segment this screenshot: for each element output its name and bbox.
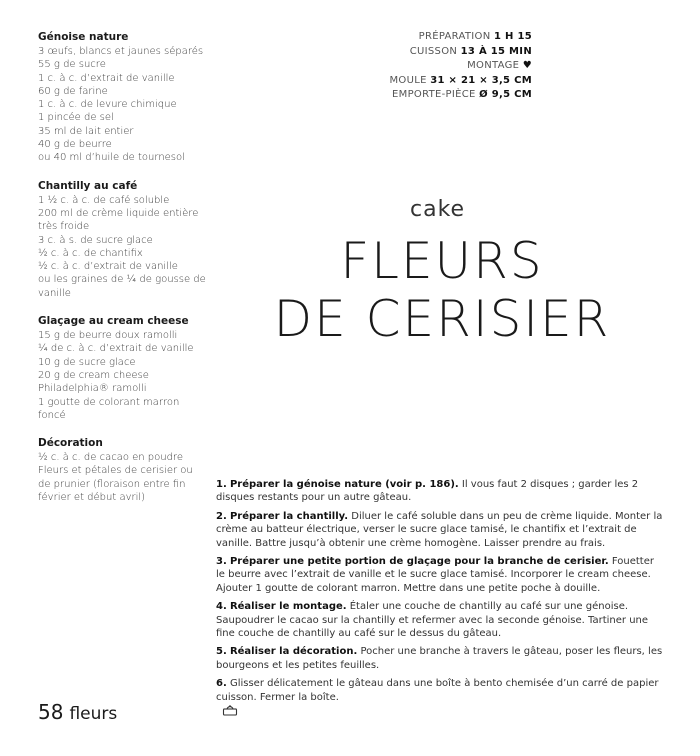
ingredient-item: 10 g de sucre glace — [38, 356, 136, 368]
step-number: 2. — [216, 510, 227, 522]
page-number: 58 — [38, 700, 64, 724]
step-number: 6. — [216, 678, 227, 690]
step-text: Pocher une branche à travers le gâteau, poser les fleurs, les bourgeons et les petites feuilles. — [216, 646, 663, 671]
step-lead: Préparer une petite portion de glaçage pour la branche de cerisier. — [229, 556, 609, 568]
recipe-steps — [216, 478, 666, 709]
step-number: 1. — [216, 479, 227, 490]
ingredient-item: 20 g de cream cheese Philadelphia® ramolli — [38, 369, 149, 395]
recipe-category: cake — [410, 197, 466, 222]
meta-value: 13 À 15 MIN — [460, 45, 532, 57]
step-lead: Réaliser le montage. — [229, 601, 347, 613]
step-number: 5. — [216, 646, 227, 658]
chapter-name: fleurs — [69, 704, 118, 724]
ingredient-item: 1 pincée de sel — [38, 112, 114, 124]
ingredient-section-decoration — [38, 436, 208, 504]
ingredient-section-genoise — [38, 30, 208, 165]
ingredient-item: 1 ½ c. à c. de café soluble — [38, 194, 170, 206]
ingredient-item: ou les graines de ¼ de gousse de vanille — [38, 274, 206, 299]
ingredient-item: ½ c. à c. de cacao en poudre — [38, 452, 183, 464]
step-text: Fouetter le beurre avec l’extrait de vanille et le sucre glace tamisé. Incorporer le cream cheese. Ajouter 1 goutte de colorant marron. Mettre dans une petite poche à douille. — [216, 556, 654, 594]
section-title: Chantilly au café — [38, 179, 138, 192]
section-title: Génoise nature — [38, 31, 129, 43]
step-3 — [216, 555, 666, 595]
ingredient-item: 1 c. à c. de levure chimique — [38, 99, 177, 111]
recipe-title — [262, 232, 622, 348]
ingredient-item: 1 c. à c. d’extrait de vanille — [38, 72, 175, 84]
ingredient-item: Fleurs et pétales de cerisier ou de prunier (floraison entre fin février et début avril) — [38, 465, 193, 504]
step-6 — [216, 677, 666, 704]
step-4 — [216, 600, 666, 640]
ingredient-item: 200 ml de crème liquide entière très froide — [38, 207, 199, 233]
step-2 — [216, 510, 666, 550]
ingredient-item: ½ c. à c. d’extrait de vanille — [38, 261, 178, 273]
ingredient-item: 40 g de beurre — [38, 139, 112, 151]
ingredient-item: 55 g de sucre — [38, 59, 106, 71]
step-lead: Réaliser la décoration. — [229, 646, 358, 658]
meta-row-emporte-piece — [360, 88, 532, 103]
recipe-meta — [360, 30, 532, 103]
ingredient-section-chantilly — [38, 179, 208, 300]
ingredient-item: 3 c. à s. de sucre glace — [38, 234, 153, 246]
meta-value: Ø 9,5 CM — [479, 89, 532, 100]
section-title: Décoration — [38, 437, 103, 450]
ingredient-item: ou 40 ml d’huile de tournesol — [38, 152, 185, 164]
ingredient-item: 3 œufs, blancs et jaunes séparés — [38, 46, 204, 57]
meta-row-montage — [360, 59, 532, 74]
meta-label: PRÉPARATION — [418, 31, 491, 42]
step-1 — [216, 478, 666, 505]
title-line-1: FLEURS — [340, 232, 544, 290]
section-title: Glaçage au cream cheese — [38, 315, 189, 328]
title-line-2: DE CERISIER — [273, 290, 611, 348]
step-text: Étaler une couche de chantilly au café sur une génoise. Saupoudrer le cacao sur la chantilly et refermer avec la seconde génoise. Tartiner une fine couche de chantilly au café sur le dessus du gâteau. — [216, 601, 649, 640]
step-text: Diluer le café soluble dans un peu de crème liquide. Monter la crème au batteur électrique, verser le sucre glace tamisé, le chantifix et l’extrait de vanille. Battre jusqu’à obtenir une crème homogène. Laisser prendre au frais. — [216, 510, 663, 549]
heart-icon: ♥ — [522, 60, 532, 71]
step-5 — [216, 645, 666, 672]
meta-label: EMPORTE-PIÈCE — [392, 89, 476, 100]
bento-box-icon — [222, 704, 238, 716]
ingredients-column — [38, 30, 208, 518]
step-lead: Préparer la génoise nature (voir p. 186). — [229, 479, 459, 490]
ingredient-item: 15 g de beurre doux ramolli — [38, 330, 178, 342]
ingredient-item: 60 g de farine — [38, 85, 108, 97]
meta-label: MONTAGE — [467, 60, 520, 71]
step-lead: Préparer la chantilly. — [229, 510, 349, 522]
meta-row-preparation — [360, 30, 532, 45]
meta-value: 31 × 21 × 3,5 CM — [430, 74, 532, 86]
ingredient-section-glacage — [38, 314, 208, 422]
meta-value: 1 H 15 — [493, 31, 532, 42]
ingredient-item: 35 ml de lait entier — [38, 125, 134, 137]
ingredient-item: ½ c. à c. de chantifix — [38, 247, 143, 259]
ingredient-item: ¼ de c. à c. d’extrait de vanille — [38, 343, 194, 355]
step-number: 3. — [216, 556, 227, 568]
page-footer — [38, 700, 117, 724]
step-text: Glisser délicatement le gâteau dans une boîte à bento chemisée d’un carré de papier cuisson. Fermer la boîte. — [216, 678, 659, 703]
meta-row-cuisson — [360, 45, 532, 60]
meta-label: MOULE — [389, 74, 427, 86]
meta-row-moule — [360, 74, 532, 89]
ingredient-item: 1 goutte de colorant marron foncé — [38, 396, 180, 421]
step-number: 4. — [216, 601, 227, 613]
meta-label: CUISSON — [409, 45, 458, 57]
step-text: Il vous faut 2 disques ; garder les 2 disques restants pour un autre gâteau. — [216, 479, 639, 504]
